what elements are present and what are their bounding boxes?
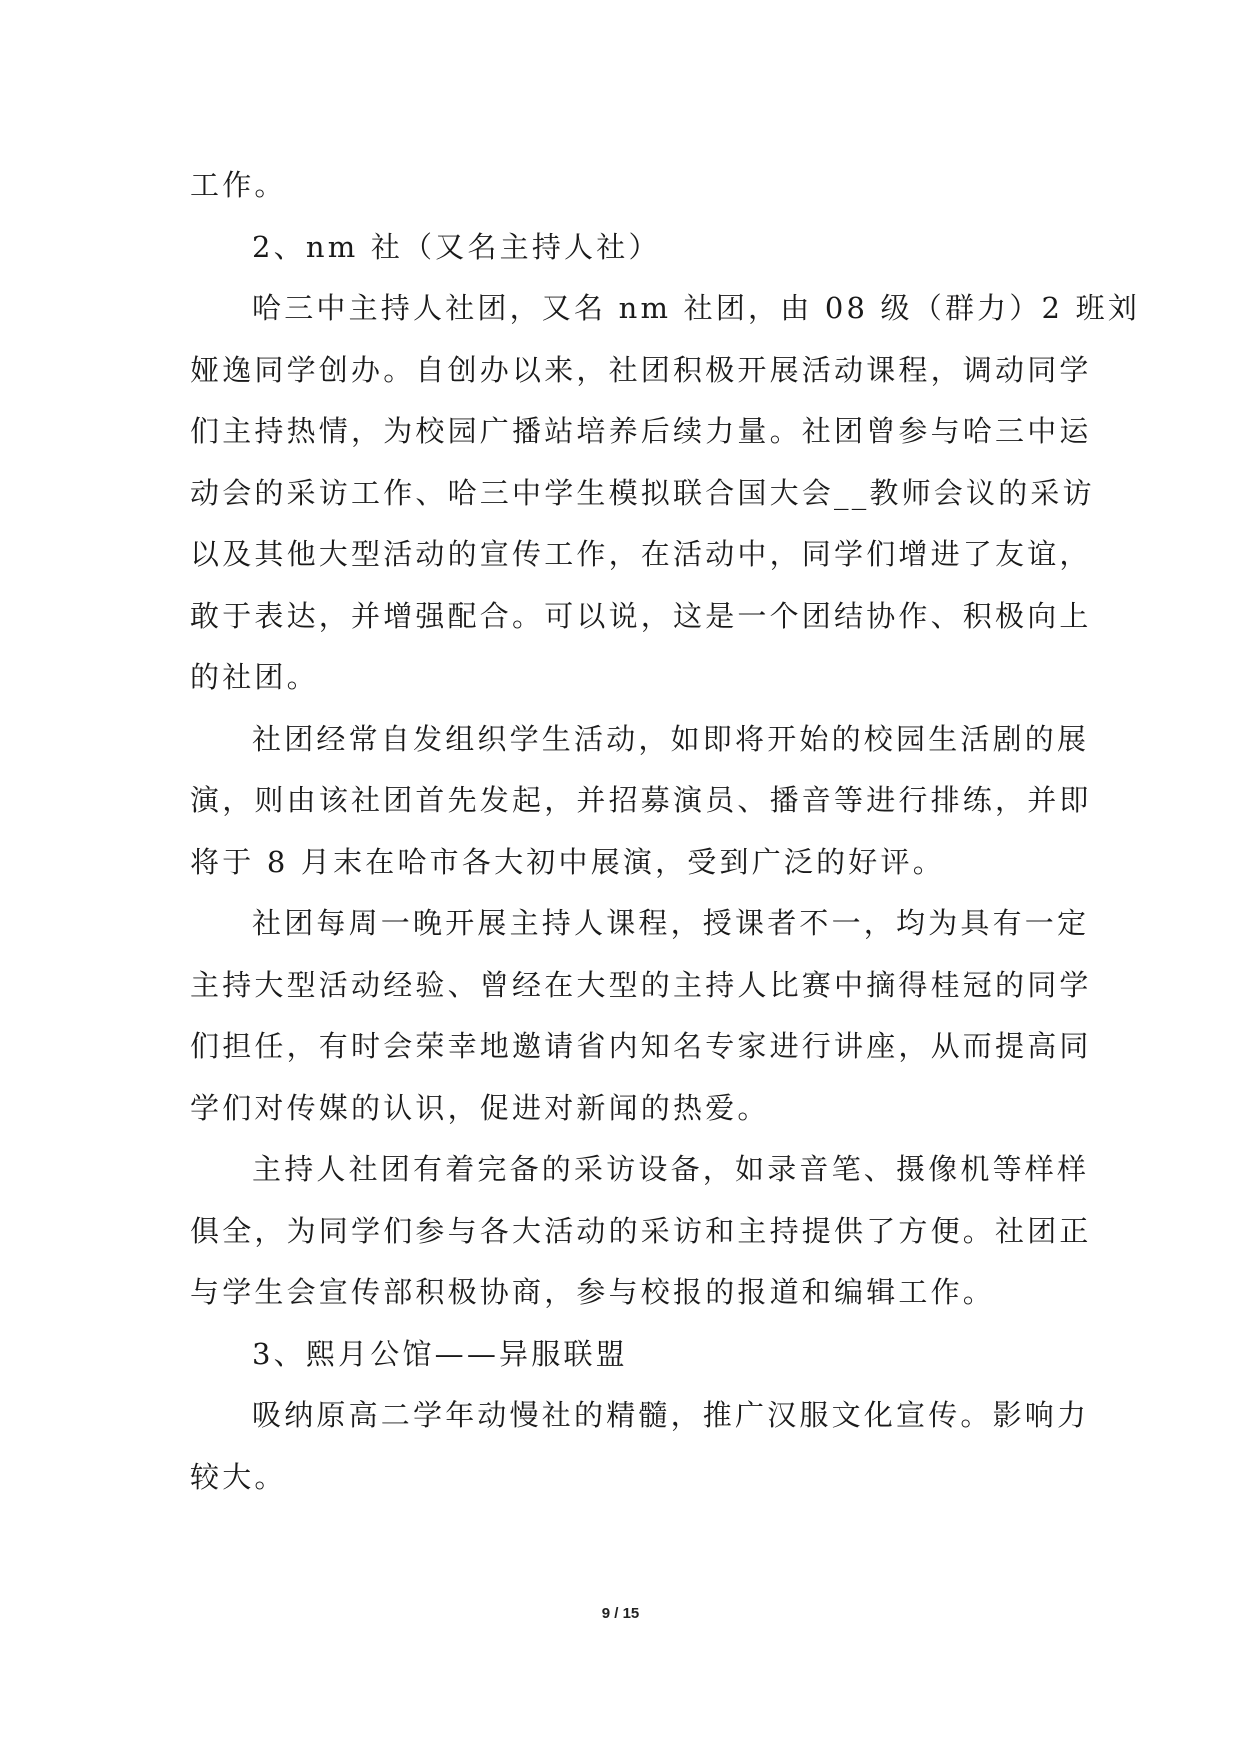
paragraph-line: 俱全，为同学们参与各大活动的采访和主持提供了方便。社团正: [190, 1213, 1092, 1248]
document-body: [190, 155, 1141, 1508]
paragraph-line: 娅逸同学创办。自创办以来，社团积极开展活动课程，调动同学: [190, 352, 1092, 387]
paragraph-line: 吸纳原高二学年动慢社的精髓，推广汉服文化宣传。影响力: [252, 1398, 1090, 1432]
paragraph-line: 社团经常自发组织学生活动，如即将开始的校园生活剧的展: [252, 721, 1090, 756]
paragraph-line: 主持人社团有着完备的采访设备，如录音笔、摄像机等样样: [252, 1152, 1090, 1186]
paragraph-line: 的社团。: [190, 660, 319, 694]
paragraph-line: 社团每周一晚开展主持人课程，授课者不一，均为具有一定: [252, 906, 1090, 940]
paragraph-line: 演，则由该社团首先发起，并招募演员、播音等进行排练，并即: [190, 783, 1092, 817]
paragraph-line: 们主持热情，为校园广播站培养后续力量。社团曾参与哈三中运: [190, 414, 1092, 448]
page-number: 9 / 15: [601, 1605, 640, 1622]
paragraph-line: 将于 8 月末在哈市各大初中展演，受到广泛的好评。: [190, 844, 945, 879]
paragraph-line: 哈三中主持人社团，又名 nm 社团，由 08 级（群力）2 班刘: [252, 291, 1141, 325]
paragraph-line: 学们对传媒的认识，促进对新闻的热爱。: [190, 1090, 770, 1125]
paragraph-line: 以及其他大型活动的宣传工作，在活动中，同学们增进了友谊，: [190, 537, 1092, 571]
paragraph-line: 与学生会宣传部积极协商，参与校报的报道和编辑工作。: [190, 1275, 996, 1309]
paragraph-line: 们担任，有时会荣幸地邀请省内知名专家进行讲座，从而提高同: [190, 1029, 1092, 1063]
paragraph-line: 动会的采访工作、哈三中学生模拟联合国大会__教师会议的采访: [190, 475, 1095, 510]
paragraph-line: 工作。: [190, 168, 287, 202]
paragraph-line: 主持大型活动经验、曾经在大型的主持人比赛中摘得桂冠的同学: [190, 967, 1092, 1002]
section-heading: 3、熙月公馆——异服联盟: [252, 1336, 628, 1371]
paragraph-line: 敢于表达，并增强配合。可以说，这是一个团结协作、积极向上: [190, 598, 1092, 633]
section-heading: 2、nm 社（又名主持人社）: [252, 229, 661, 264]
paragraph-line: 较大。: [190, 1459, 287, 1494]
